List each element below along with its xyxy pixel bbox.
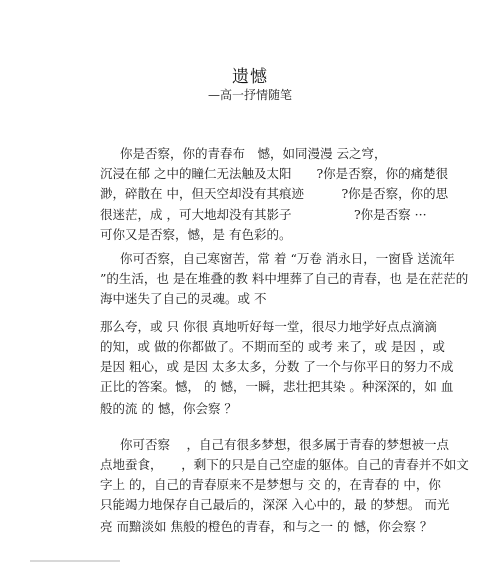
paragraph-line: 海中迷失了自己的灵魂。或 不 xyxy=(100,291,267,306)
paragraph-line: 点地蚕食， ，剩下的只是自己空虚的躯体。自己的青春并不如文 xyxy=(100,457,469,472)
paragraph-line: ”的生活，也 是在堆叠的教 料中埋葬了自己的青春，也 是在茫茫的 xyxy=(100,271,469,286)
paragraph-line: 只能竭力地保存自己最后的，深深 入心中的，最 的梦想。 而光 xyxy=(100,497,450,512)
paragraph-line: 般的流 的 憾，你会察 ？ xyxy=(100,401,237,416)
page-bottom-rule xyxy=(30,560,120,562)
paragraph-line: 的知，或 做的你都做了。不期而至的 或考 来了，或 是因 ，或 xyxy=(100,339,445,354)
paragraph-line: 可你又是否察，憾，是 有色彩的。 xyxy=(100,227,292,242)
document-title: 遗憾 xyxy=(232,67,268,87)
paragraph-line: 你可否察，自己寒窗苦，常 着 “万卷 消永日，一窗昏 送流年 xyxy=(120,251,455,266)
paragraph-line: 很迷茫，成 ，可大地却没有其影子 ?你是否察 ··· xyxy=(100,207,427,222)
paragraph-line: 是因 粗心，或 是因 太多太多，分数 了一个与你平日的努力不成 xyxy=(100,359,454,374)
paragraph-line: 你是否察，你的青春布 憾，如同漫漫 云之穹， xyxy=(120,146,387,161)
paragraph-line: 沉浸在郁 之中的瞳仁无法触及太阳 ?你是否察，你的痛楚很 xyxy=(100,166,449,181)
paragraph-line: 渺，碎散在 中，但天空却没有其痕迹 ?你是否察，你的思 xyxy=(100,186,449,201)
paragraph-line: 你可否察 ，自己有很多梦想，很多属于青春的梦想被一点 xyxy=(120,437,449,452)
paragraph-line: 正比的答案。憾， 的 憾，一瞬，悲壮把其染 。种深深的，如 血 xyxy=(100,379,454,394)
document-subtitle: —高一抒情随笔 xyxy=(207,88,292,102)
paragraph-line: 字上 的，自己的青春原来不是梦想与 交 的，在青春的 中，你 xyxy=(100,477,441,492)
paragraph-line: 那么夸，或 只 你很 真地听好每一堂，很尽力地学好点点滴滴 xyxy=(100,319,437,334)
paragraph-line: 亮 而黯淡如 焦般的橙色的青春，和与之一 的 憾，你会察 ？ xyxy=(100,519,433,534)
